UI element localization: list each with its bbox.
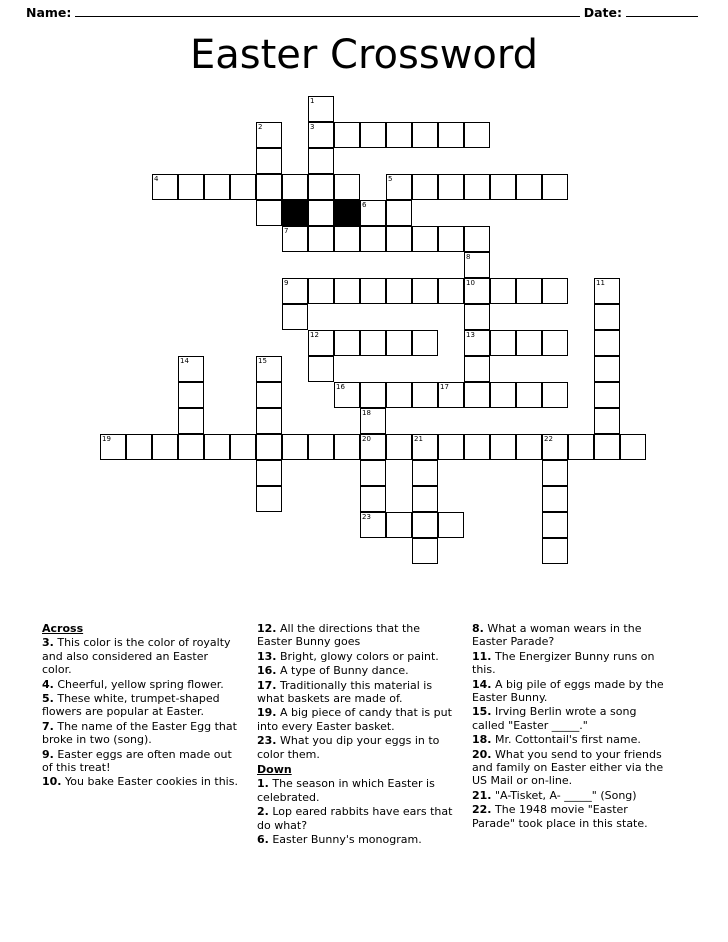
grid-cell-number: 9: [284, 279, 289, 287]
clue-number: 3.: [42, 636, 54, 650]
grid-cell-number: 6: [362, 201, 367, 209]
grid-cell[interactable]: [594, 356, 620, 382]
clues-column-1: [42, 622, 238, 790]
clue-across-19: [257, 706, 453, 733]
grid-cell[interactable]: [542, 330, 568, 356]
grid-cell[interactable]: [542, 278, 568, 304]
grid-cell[interactable]: [360, 330, 386, 356]
clue-text: What you send to your friends and family on Easter either via the US Mail or on-line.: [472, 747, 664, 788]
grid-cell[interactable]: [412, 512, 438, 538]
clue-down-21: [472, 789, 668, 802]
grid-cell[interactable]: [360, 408, 386, 434]
grid-cell[interactable]: [620, 434, 646, 460]
clue-number: 1.: [257, 777, 269, 791]
grid-cell[interactable]: [360, 460, 386, 486]
grid-cell-number: 14: [180, 357, 189, 365]
grid-cell[interactable]: [438, 512, 464, 538]
clue-number: 15.: [472, 705, 492, 719]
grid-cell[interactable]: [464, 174, 490, 200]
grid-cell[interactable]: [594, 330, 620, 356]
grid-cell-blocked: [282, 200, 308, 226]
clue-text: These white, trumpet-shaped flowers are popular at Easter.: [42, 692, 220, 719]
clue-text: The name of the Easter Egg that broke in two (song).: [42, 719, 237, 747]
grid-cell[interactable]: [412, 330, 438, 356]
clue-number: 8.: [472, 622, 484, 635]
grid-cell-number: 16: [336, 383, 345, 391]
clue-text: Cheerful, yellow spring flower.: [57, 677, 224, 691]
clue-across-9: [42, 748, 238, 775]
grid-cell[interactable]: [516, 434, 542, 460]
grid-cell[interactable]: [542, 538, 568, 564]
grid-cell[interactable]: [360, 278, 386, 304]
across-heading: Across: [42, 622, 84, 635]
clues-area: [42, 622, 690, 852]
clue-number: 11.: [472, 649, 492, 663]
grid-cell[interactable]: [256, 382, 282, 408]
grid-cell[interactable]: [412, 538, 438, 564]
grid-cell[interactable]: [308, 226, 334, 252]
grid-cell[interactable]: [516, 278, 542, 304]
grid-cell-number: 21: [414, 435, 423, 443]
grid-cell[interactable]: [256, 356, 282, 382]
grid-cell[interactable]: [412, 486, 438, 512]
grid-cell[interactable]: [152, 434, 178, 460]
grid-cell[interactable]: [516, 174, 542, 200]
clue-text: A type of Bunny dance.: [280, 664, 409, 678]
grid-cell[interactable]: [308, 96, 334, 122]
clue-down-14: [472, 678, 668, 705]
grid-cell[interactable]: [178, 356, 204, 382]
grid-cell[interactable]: [386, 226, 412, 252]
grid-cell[interactable]: [594, 408, 620, 434]
clue-number: 16.: [257, 664, 277, 678]
clue-text: All the directions that the Easter Bunny goes: [257, 622, 421, 649]
clue-text: Easter eggs are often made out of this treat!: [42, 747, 232, 775]
grid-cell[interactable]: [464, 226, 490, 252]
grid-cell[interactable]: [308, 434, 334, 460]
grid-cell[interactable]: [360, 486, 386, 512]
clue-text: "A-Tisket, A- _____" (Song): [495, 788, 637, 802]
grid-cell-number: 3: [310, 123, 315, 131]
clue-number: 10.: [42, 775, 62, 789]
grid-cell[interactable]: [230, 174, 256, 200]
grid-cell[interactable]: [412, 226, 438, 252]
grid-cell[interactable]: [334, 382, 360, 408]
clue-number: 7.: [42, 719, 54, 733]
grid-cell-number: 22: [544, 435, 553, 443]
grid-cell[interactable]: [360, 512, 386, 538]
grid-cell[interactable]: [256, 460, 282, 486]
grid-cell[interactable]: [490, 330, 516, 356]
grid-cell[interactable]: [308, 174, 334, 200]
grid-cell[interactable]: [256, 122, 282, 148]
grid-cell[interactable]: [386, 382, 412, 408]
grid-cell[interactable]: [542, 434, 568, 460]
grid-cell[interactable]: [282, 278, 308, 304]
page-title: Easter Crossword: [189, 32, 539, 78]
grid-cell[interactable]: [282, 434, 308, 460]
grid-cell[interactable]: [516, 330, 542, 356]
grid-cell[interactable]: [464, 382, 490, 408]
clue-across-16: [257, 664, 453, 677]
clue-number: 5.: [42, 692, 54, 706]
grid-cell[interactable]: [542, 512, 568, 538]
grid-cell[interactable]: [412, 278, 438, 304]
grid-cell[interactable]: [464, 304, 490, 330]
grid-cell-number: 8: [466, 253, 471, 261]
grid-cell[interactable]: [256, 200, 282, 226]
grid-cell[interactable]: [386, 512, 412, 538]
grid-cell[interactable]: [464, 122, 490, 148]
grid-cell-number: 23: [362, 513, 371, 521]
grid-cell[interactable]: [386, 200, 412, 226]
grid-cell[interactable]: [178, 382, 204, 408]
grid-cell-number: 20: [362, 435, 371, 443]
grid-cell[interactable]: [386, 330, 412, 356]
clue-number: 12.: [257, 622, 277, 635]
grid-cell[interactable]: [152, 174, 178, 200]
clue-down-11: [472, 650, 668, 677]
clue-number: 14.: [472, 677, 492, 691]
grid-cell-blocked: [334, 200, 360, 226]
clue-number: 9.: [42, 747, 54, 761]
clue-across-13: [257, 650, 453, 663]
grid-cell-number: 5: [388, 175, 393, 183]
grid-cell[interactable]: [386, 174, 412, 200]
grid-cell[interactable]: [412, 434, 438, 460]
clue-across-7: [42, 720, 238, 747]
grid-cell-number: 7: [284, 227, 289, 235]
clue-across-17: [257, 679, 453, 706]
grid-cell[interactable]: [464, 278, 490, 304]
clue-across-3: [42, 636, 238, 676]
grid-cell[interactable]: [126, 434, 152, 460]
crossword-grid[interactable]: [0, 96, 728, 596]
grid-cell[interactable]: [516, 382, 542, 408]
grid-cell[interactable]: [568, 434, 594, 460]
clue-number: 6.: [257, 833, 269, 847]
clue-across-5: [42, 692, 238, 719]
name-date-line: [26, 4, 702, 20]
clue-text: Lop eared rabbits have ears that do what?: [257, 805, 453, 832]
grid-cell[interactable]: [490, 434, 516, 460]
grid-cell[interactable]: [490, 382, 516, 408]
grid-cell[interactable]: [490, 174, 516, 200]
grid-cell-number: 13: [466, 331, 475, 339]
grid-cell[interactable]: [308, 278, 334, 304]
grid-cell[interactable]: [594, 304, 620, 330]
clue-down-20: [472, 748, 668, 788]
grid-cell[interactable]: [308, 148, 334, 174]
grid-cell[interactable]: [334, 330, 360, 356]
clue-text: Mr. Cottontail's first name.: [495, 733, 641, 747]
grid-cell[interactable]: [360, 122, 386, 148]
grid-cell-number: 15: [258, 357, 267, 365]
grid-cell[interactable]: [308, 122, 334, 148]
clue-down-1: [257, 777, 453, 804]
clue-number: 20.: [472, 747, 492, 761]
grid-cell[interactable]: [308, 330, 334, 356]
grid-cell[interactable]: [438, 382, 464, 408]
grid-cell[interactable]: [438, 122, 464, 148]
clue-number: 23.: [257, 734, 277, 748]
grid-cell[interactable]: [204, 434, 230, 460]
grid-cell[interactable]: [386, 434, 412, 460]
grid-cell[interactable]: [464, 434, 490, 460]
grid-cell[interactable]: [230, 434, 256, 460]
grid-cell[interactable]: [412, 174, 438, 200]
clue-across-12: [257, 622, 453, 649]
clue-number: 21.: [472, 788, 492, 802]
grid-cell[interactable]: [386, 122, 412, 148]
grid-cell[interactable]: [542, 382, 568, 408]
grid-cell[interactable]: [334, 226, 360, 252]
clue-text: Bright, glowy colors or paint.: [280, 649, 439, 663]
grid-cell[interactable]: [438, 226, 464, 252]
grid-cell[interactable]: [204, 174, 230, 200]
grid-cell[interactable]: [308, 356, 334, 382]
down-heading: Down: [257, 763, 292, 777]
grid-cell[interactable]: [256, 408, 282, 434]
grid-cell-number: 11: [596, 279, 605, 287]
grid-cell-number: 17: [440, 383, 449, 391]
grid-cell[interactable]: [542, 174, 568, 200]
clue-text: What a woman wears in the Easter Parade?: [472, 622, 642, 649]
clue-number: 4.: [42, 677, 54, 691]
grid-cell[interactable]: [412, 122, 438, 148]
clue-across-4: [42, 678, 238, 691]
grid-cell[interactable]: [438, 174, 464, 200]
clue-down-8: [472, 622, 668, 649]
clue-down-18: [472, 733, 668, 746]
grid-cell[interactable]: [256, 486, 282, 512]
clues-column-3: [472, 622, 668, 831]
grid-cell[interactable]: [464, 356, 490, 382]
grid-cell[interactable]: [334, 278, 360, 304]
name-write-line[interactable]: [75, 4, 579, 17]
clue-number: 2.: [257, 805, 269, 819]
grid-cell[interactable]: [256, 174, 282, 200]
grid-cell[interactable]: [412, 382, 438, 408]
clue-number: 13.: [257, 649, 277, 663]
clue-across-23: [257, 734, 453, 761]
clues-column-2: [257, 622, 453, 848]
date-write-line[interactable]: [626, 4, 698, 17]
grid-cell[interactable]: [594, 382, 620, 408]
clue-text: Irving Berlin wrote a song called "Easter _____.": [472, 705, 637, 732]
clue-down-22: [472, 803, 668, 830]
grid-cell-number: 12: [310, 331, 319, 339]
grid-cell-number: 19: [102, 435, 111, 443]
grid-cell[interactable]: [464, 252, 490, 278]
clue-number: 19.: [257, 706, 277, 720]
grid-cell[interactable]: [178, 408, 204, 434]
grid-cell[interactable]: [412, 460, 438, 486]
clue-text: Easter Bunny's monogram.: [272, 833, 422, 847]
name-label: Name:: [26, 5, 72, 20]
clue-number: 18.: [472, 733, 492, 747]
clue-text: This color is the color of royalty and also considered an Easter color.: [42, 636, 231, 677]
clue-number: 22.: [472, 803, 492, 817]
grid-cell[interactable]: [256, 148, 282, 174]
clue-text: The Energizer Bunny runs on this.: [472, 649, 655, 677]
grid-cell[interactable]: [438, 434, 464, 460]
grid-cell-number: 1: [310, 97, 315, 105]
clue-text: What you dip your eggs in to color them.: [257, 734, 440, 761]
clue-down-2: [257, 805, 453, 832]
grid-cell[interactable]: [360, 226, 386, 252]
grid-cell[interactable]: [178, 434, 204, 460]
clue-text: A big pile of eggs made by the Easter Bunny.: [472, 677, 664, 705]
clue-text: The season in which Easter is celebrated.: [257, 777, 435, 804]
clue-text: Traditionally this material is what baskets are made of.: [257, 678, 433, 706]
clue-across-10: [42, 775, 238, 788]
grid-cell[interactable]: [282, 174, 308, 200]
grid-cell[interactable]: [386, 278, 412, 304]
grid-cell[interactable]: [542, 486, 568, 512]
grid-cell[interactable]: [282, 226, 308, 252]
grid-cell[interactable]: [334, 122, 360, 148]
grid-cell[interactable]: [360, 382, 386, 408]
grid-cell[interactable]: [334, 434, 360, 460]
clue-text: A big piece of candy that is put into every Easter basket.: [257, 706, 452, 733]
grid-cell[interactable]: [334, 174, 360, 200]
grid-cell[interactable]: [438, 278, 464, 304]
grid-cell[interactable]: [360, 200, 386, 226]
grid-cell[interactable]: [256, 434, 282, 460]
grid-cell[interactable]: [282, 304, 308, 330]
clue-text: You bake Easter cookies in this.: [65, 775, 238, 789]
grid-cell-number: 10: [466, 279, 475, 287]
grid-cell-number: 4: [154, 175, 159, 183]
grid-cell-number: 18: [362, 409, 371, 417]
grid-cell[interactable]: [490, 278, 516, 304]
grid-cell-number: 2: [258, 123, 263, 131]
grid-cell[interactable]: [100, 434, 126, 460]
grid-cell[interactable]: [308, 200, 334, 226]
grid-cell[interactable]: [594, 434, 620, 460]
date-label: Date:: [583, 5, 622, 20]
clue-down-15: [472, 705, 668, 732]
clue-text: The 1948 movie "Easter Parade" took place in this state.: [472, 803, 648, 830]
clue-number: 17.: [257, 678, 277, 692]
grid-cell[interactable]: [542, 460, 568, 486]
grid-cell[interactable]: [360, 434, 386, 460]
clue-down-6: [257, 833, 453, 846]
grid-cell[interactable]: [594, 278, 620, 304]
grid-cell[interactable]: [178, 174, 204, 200]
grid-cell[interactable]: [464, 330, 490, 356]
